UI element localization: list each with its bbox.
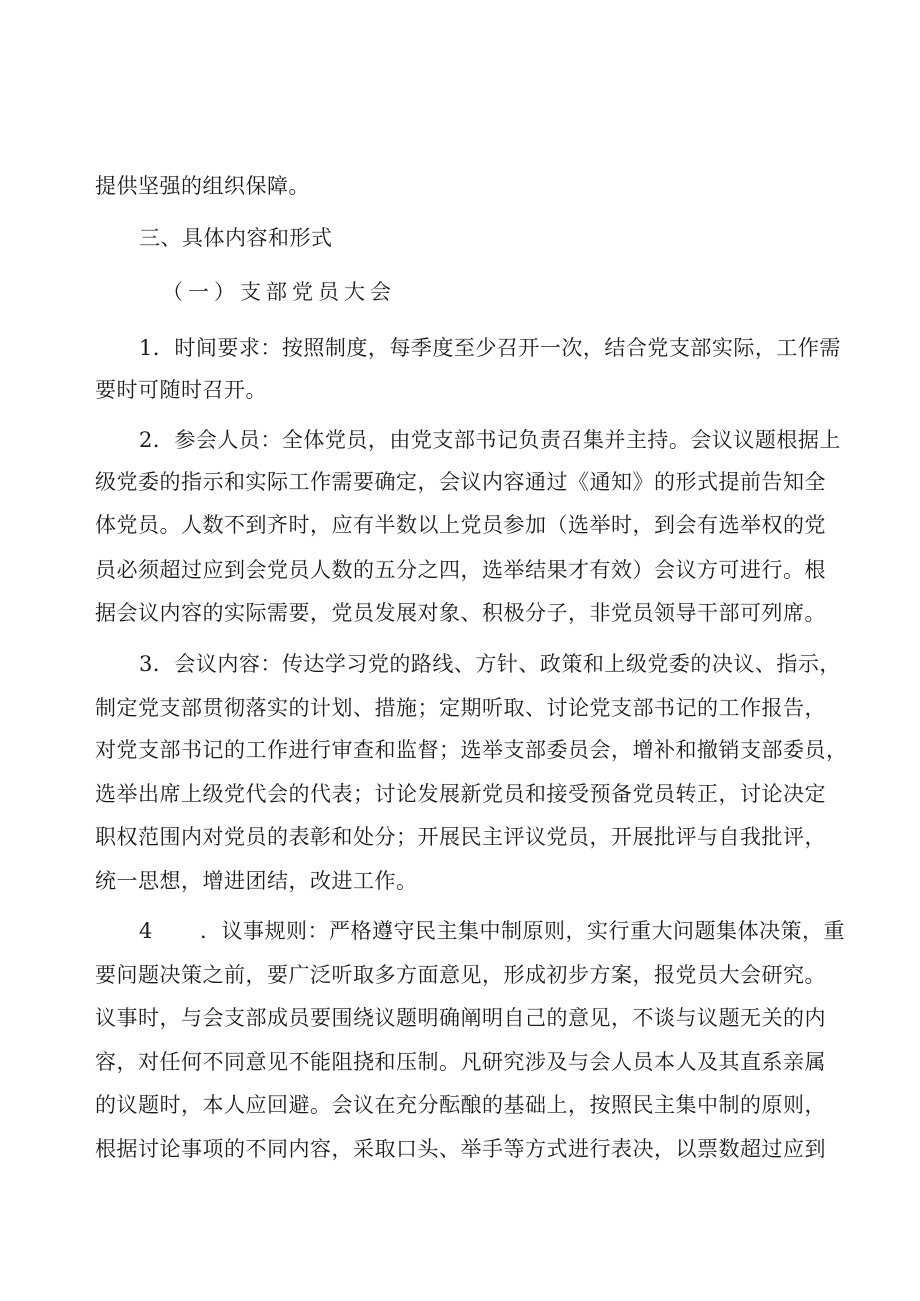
- paragraph-line: 容，对任何不同意见不能阻挠和压制。凡研究涉及与会人员本人及其直系亲属: [95, 1050, 826, 1074]
- paragraph-line: 统一思想，增进团结，改进工作。: [95, 869, 418, 893]
- paragraph-line: 3．会议内容：传达学习党的路线、方针、政策和上级党委的决议、指示，: [139, 652, 841, 676]
- paragraph-line: 职权范围内对党员的表彰和处分；开展民主评议党员，开展批评与自我批评，: [95, 825, 826, 849]
- paragraph-line: 选举出席上级党代会的代表；讨论发展新党员和接受预备党员转正，讨论决定: [95, 782, 826, 806]
- paragraph-line: 要问题决策之前，要广泛听取多方面意见，形成初步方案，报党员大会研究。: [95, 963, 826, 987]
- item-number: 4: [139, 919, 153, 943]
- paragraph-line: 1．时间要求：按照制度，每季度至少召开一次，结合党支部实际，工作需: [139, 336, 841, 360]
- paragraph-line: 提供坚强的组织保障。: [95, 174, 310, 198]
- subsection-heading: （一）支部党员大会: [162, 280, 396, 304]
- paragraph-line: 制定党支部贯彻落实的计划、措施；定期听取、讨论党支部书记的工作报告，: [95, 696, 826, 720]
- section-heading: 三、具体内容和形式: [139, 226, 333, 250]
- paragraph-line: 的议题时，本人应回避。会议在充分酝酿的基础上，按照民主集中制的原则，: [95, 1093, 826, 1117]
- paragraph-line: 要时可随时召开。: [95, 378, 267, 402]
- paragraph-line: 议事时，与会支部成员要围绕议题明确阐明自己的意见，不谈与议题无关的内: [95, 1006, 826, 1030]
- paragraph-line: 对党支部书记的工作进行审查和监督；选举支部委员会，增补和撤销支部委员，: [95, 738, 848, 762]
- paragraph-line: 2．参会人员：全体党员，由党支部书记负责召集并主持。会议议题根据上: [139, 428, 841, 452]
- paragraph-line: 体党员。人数不到齐时，应有半数以上党员参加（选举时，到会有选举权的党: [95, 513, 826, 537]
- paragraph-line: ．议事规则：严格遵守民主集中制原则，实行重大问题集体决策，重: [200, 919, 845, 943]
- paragraph-line: 员必须超过应到会党员人数的五分之四，选举结果才有效）会议方可进行。根: [95, 558, 826, 582]
- paragraph-line: 据会议内容的实际需要，党员发展对象、积极分子，非党员领导干部可列席。: [95, 601, 826, 625]
- paragraph-line: 根据讨论事项的不同内容，采取口头、举手等方式进行表决，以票数超过应到: [95, 1137, 826, 1161]
- paragraph-line: 级党委的指示和实际工作需要确定，会议内容通过《通知》的形式提前告知全: [95, 470, 826, 494]
